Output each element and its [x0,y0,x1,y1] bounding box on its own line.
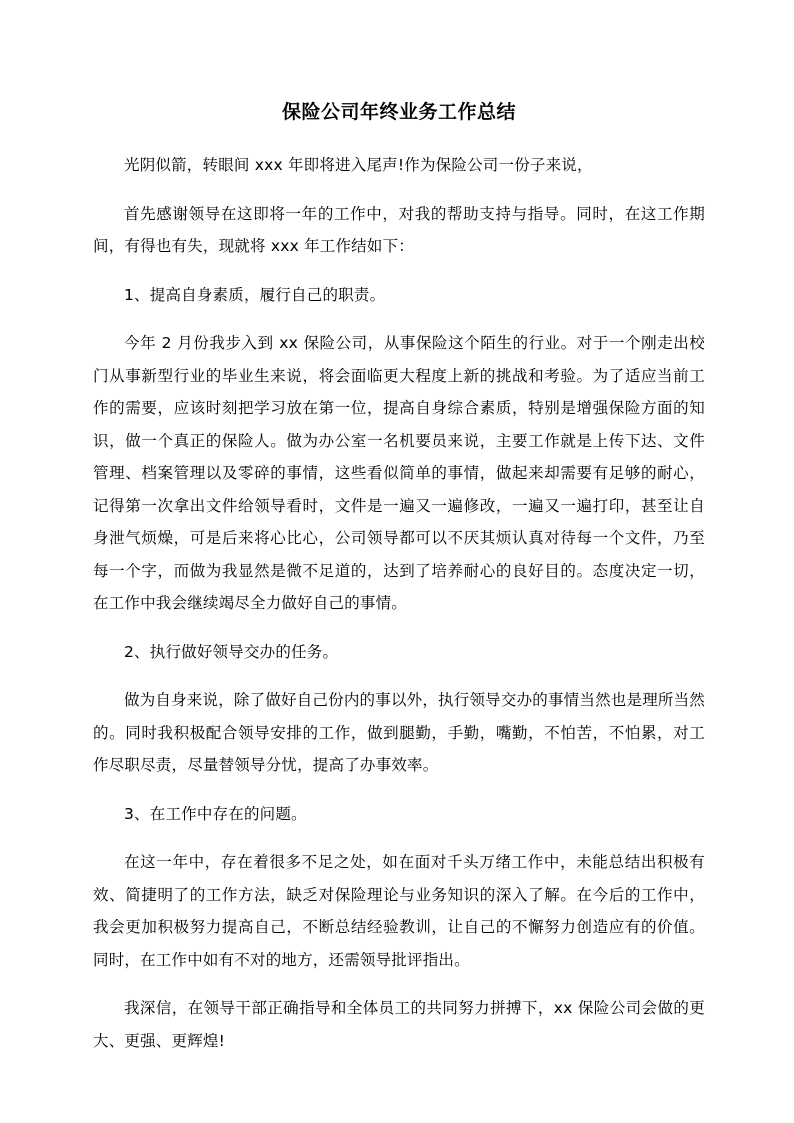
section-heading-3: 3、在工作中存在的问题。 [124,804,307,823]
section-heading-2: 2、执行做好领导交办的任务。 [124,642,339,661]
paragraph-section-1: 今年 2 月份我步入到 xx 保险公司，从事保险这个陌生的行业。对于一个刚走出校门从事新型行业的毕业生来说，将会面临更大程度上新的挑战和考验。为了适应当前工作的需要，应该时刻把学习放在第一位，提高自身综合素质，特别是增强保险方面的知识，做一个真正的保险人。做为办公室一名机要员来说，主要工作就是上传下达、文件管理、档案管理以及零碎的事情，这些看似简单的事情，做起来却需要有足够的耐心，记得第一次拿出文件给领导看时，文件是一遍又一遍修改，一遍又一遍打印，甚至让自身泄气烦燥，可是后来将心比心，公司领导都可以不厌其烦认真对待每一个文件，乃至每一个字，而做为我显然是微不足道的，达到了培养耐心的良好目的。态度决定一切，在工作中我会继续竭尽全力做好自己的事情。 [93,334,705,612]
section-heading-1: 1、提高自身素质，履行自己的职责。 [124,285,386,304]
paragraph-thanks: 首先感谢领导在这即将一年的工作中，对我的帮助支持与指导。同时，在这工作期间，有得也有失，现就将 xxx 年工作结如下： [93,204,705,255]
paragraph-section-2: 做为自身来说，除了做好自己份内的事以外，执行领导交办的事情当然也是理所当然的。同时我积极配合领导安排的工作，做到腿勤，手勤，嘴勤，不怕苦，不怕累，对工作尽职尽责，尽量替领导分忧，提高了办事效率。 [93,691,705,774]
paragraph-section-3: 在这一年中，存在着很多不足之处，如在面对千头万绪工作中，未能总结出积极有效、简捷明了的工作方法，缺乏对保险理论与业务知识的深入了解。在今后的工作中，我会更加积极努力提高自己，不断总结经验教训，让自己的不懈努力创造应有的价值。同时，在工作中如有不对的地方，还需领导批评指出。 [93,853,705,969]
document-title: 保险公司年终业务工作总结 [281,101,516,123]
paragraph-closing: 我深信，在领导干部正确指导和全体员工的共同努力拼搏下，xx 保险公司会做的更大、更强、更辉煌! [93,999,705,1050]
paragraph-intro: 光阴似箭，转眼间 xxx 年即将进入尾声!作为保险公司一份子来说， [124,156,593,174]
document-body [93,149,705,1073]
